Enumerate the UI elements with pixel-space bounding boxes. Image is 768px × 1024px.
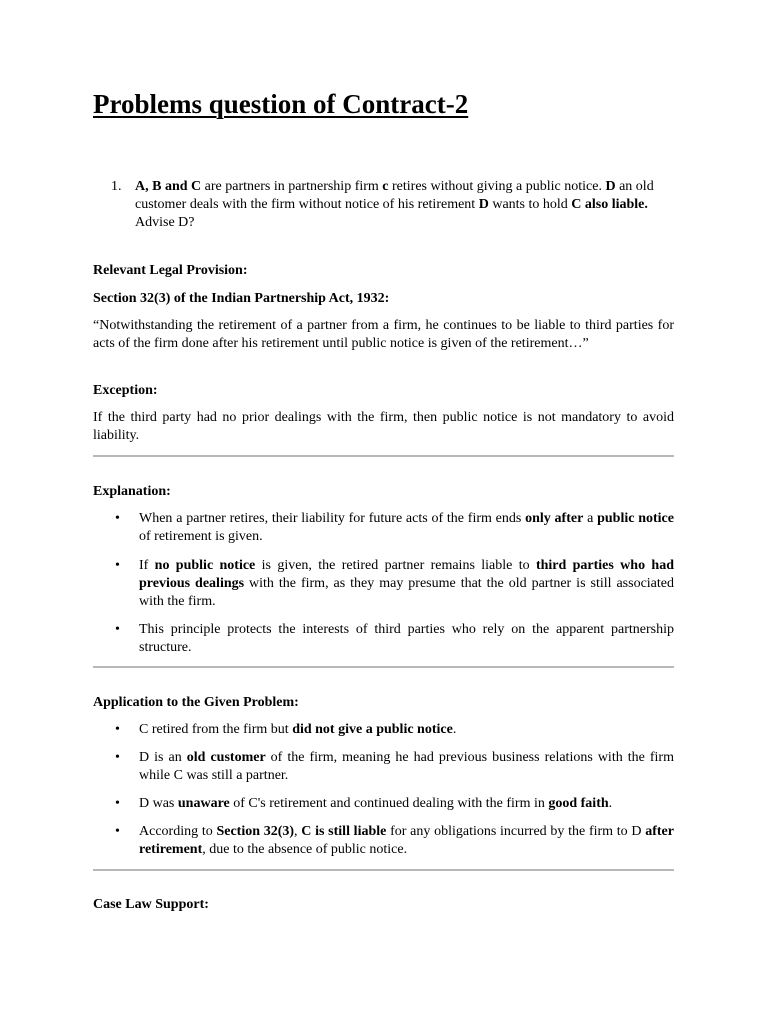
question-number: 1. [111,179,122,194]
list-item-text [139,749,674,785]
bullet: • [115,558,120,573]
divider [93,869,674,871]
list-item [93,721,674,739]
question-item [93,178,674,232]
text-run: Advise D? [135,215,195,230]
bold-run: D [605,179,616,194]
list-item-text [139,557,674,611]
bold-run: third parties who had previous dealings [139,558,674,591]
text-run: for any obligations incurred by the firm to D [386,824,646,839]
exception-heading: Exception: [93,383,158,398]
explanation-heading: Explanation: [93,484,171,499]
list-item [93,557,674,611]
bold-run: old customer [186,750,266,765]
section-heading: Section 32(3) of the Indian Partnership Act, 1932: [93,291,390,306]
divider [93,666,674,668]
list-item-text [139,721,674,739]
list-item [93,621,674,657]
list-item [93,749,674,785]
list-item-text [139,823,674,859]
text-run: According to [139,824,217,839]
text-run: C retired from the firm but [139,722,293,737]
relevant-provision-heading: Relevant Legal Provision: [93,263,248,278]
text-run: of retirement is given. [139,529,263,544]
text-run: are partners in partnership firm [201,179,383,194]
text-run: with the firm, as they may presume that the old partner is still associated with the firm. [139,576,674,609]
question-text [135,178,674,232]
bullet: • [115,722,120,737]
exception-text: If the third party had no prior dealings with the firm, then public notice is not mandatory to avoid liability. [93,410,674,443]
case-law-heading: Case Law Support: [93,897,209,912]
text-run: , [294,824,302,839]
text-run: of C's retirement and continued dealing with the firm in [229,796,549,811]
page-title: Problems question of Contract-2 [93,89,469,119]
bold-run: good faith [548,796,609,811]
list-item [93,823,674,859]
bold-run: public notice [597,511,674,526]
text-run: , due to the absence of public notice. [202,842,408,857]
text-run: If [139,558,155,573]
bold-run: D [478,197,489,212]
text-run: . [452,722,457,737]
text-run: is given, the retired partner remains liable to [255,558,536,573]
list-item-text [139,795,674,813]
bold-run: c [382,179,389,194]
text-run: . [608,796,613,811]
application-heading: Application to the Given Problem: [93,695,299,710]
text-run: of the firm, meaning he had previous business relations with the firm while C was still a partner. [139,750,674,783]
bullet: • [115,750,120,765]
text-run: wants to hold [488,197,572,212]
text-run: D was [139,796,178,811]
bold-run: only after [525,511,584,526]
bold-run: did not give a public notice [292,722,453,737]
bullet: • [115,622,120,637]
bullet: • [115,824,120,839]
section-quote: “Notwithstanding the retirement of a partner from a firm, he continues to be liable to third parties for acts of the firm done after his retirement until public notice is given of the retirement…” [93,318,674,351]
bold-run: Section 32(3) [216,824,295,839]
text-run: retires without giving a public notice. [388,179,606,194]
text-run: an old customer deals with the firm without notice of his retirement [135,179,654,212]
bold-run: no public notice [154,558,256,573]
bold-run: A, B and C [135,179,202,194]
text-run: When a partner retires, their liability for future acts of the firm ends [139,511,526,526]
text-run: D is an [139,750,187,765]
bullet: • [115,796,120,811]
text-run: This principle protects the interests of third parties who rely on the apparent partnership structure. [139,622,674,655]
list-item-text [139,510,674,546]
bold-run: C also liable. [571,197,648,212]
list-item-text [139,621,674,657]
text-run: a [583,511,598,526]
bullet: • [115,511,120,526]
bold-run: C is still liable [301,824,387,839]
bold-run: unaware [177,796,230,811]
divider [93,455,674,457]
bold-run: after retirement [139,824,674,857]
list-item [93,510,674,546]
list-item [93,795,674,813]
